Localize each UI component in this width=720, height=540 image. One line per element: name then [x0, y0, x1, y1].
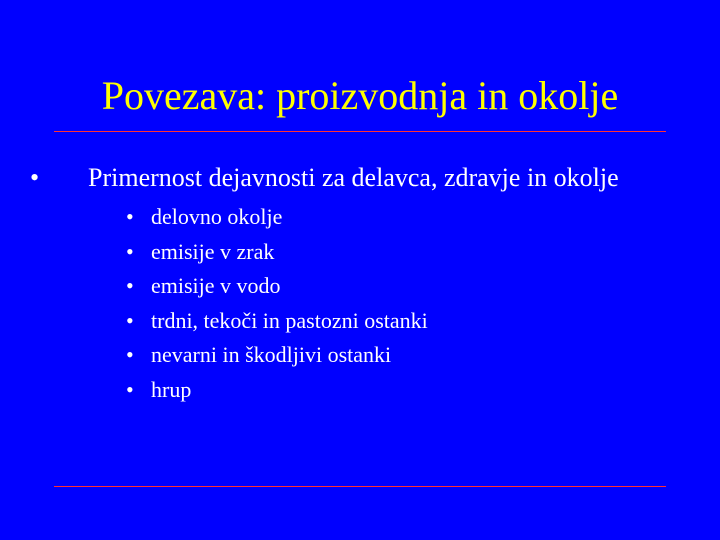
title-divider [54, 131, 666, 132]
footer-divider [54, 486, 666, 487]
sub-bullet-item [126, 304, 428, 339]
sub-bullet-item [126, 235, 428, 270]
sub-bullet-list [126, 200, 428, 407]
sub-bullet-text: trdni, tekoči in pastozni ostanki [151, 307, 428, 333]
sub-bullet-item [126, 373, 428, 408]
sub-bullet-text: emisije v vodo [151, 273, 281, 298]
sub-bullet-text: hrup [151, 376, 192, 402]
bullet-marker: • [126, 342, 134, 367]
sub-bullet-text: emisije v zrak [151, 238, 275, 264]
main-bullet [30, 160, 619, 196]
sub-bullet-item [126, 200, 428, 235]
bullet-marker: • [126, 204, 134, 229]
slide-title: Povezava: proizvodnja in okolje [101, 73, 619, 118]
bullet-marker: • [126, 307, 134, 333]
sub-bullet-text: delovno okolje [151, 204, 283, 229]
bullet-marker: • [30, 163, 40, 192]
main-bullet-text: Primernost dejavnosti za delavca, zdravje in okolje [88, 163, 619, 192]
bullet-marker: • [126, 273, 134, 298]
sub-bullet-text: nevarni in škodljivi ostanki [151, 342, 392, 367]
sub-bullet-item [126, 338, 428, 373]
bullet-marker: • [126, 376, 134, 402]
sub-bullet-item [126, 269, 428, 304]
bullet-marker: • [126, 238, 134, 264]
